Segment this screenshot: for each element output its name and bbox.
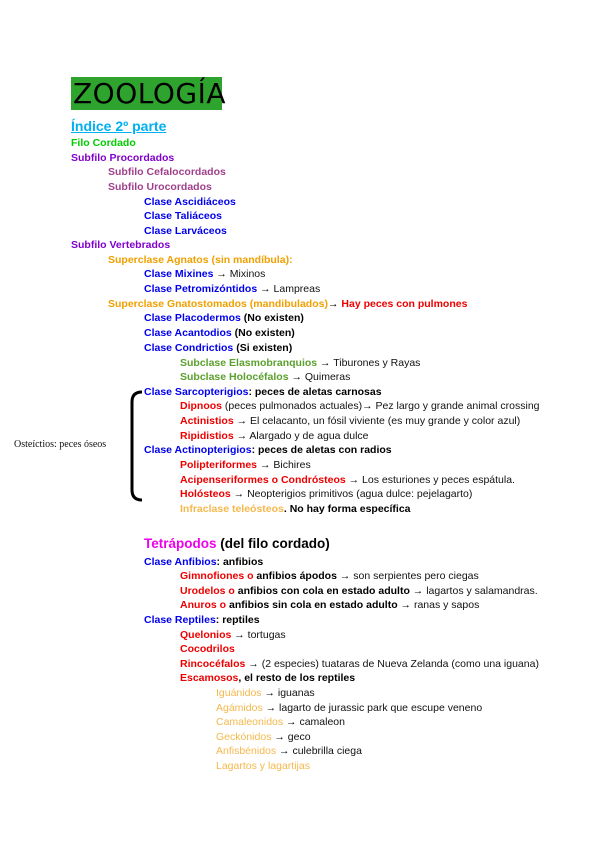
geconidos: Geckónidos <box>216 731 272 743</box>
subfilo-urocordados: Subfilo Urocordados <box>108 181 212 193</box>
quelonios-row <box>180 629 286 642</box>
osteictios-brace <box>126 390 144 502</box>
acipenseriformes-row <box>180 474 515 487</box>
iguanidos: Iguánidos <box>216 687 262 699</box>
urodelos: Urodelos o <box>180 585 235 597</box>
clase-sarcopterigios-row <box>144 386 382 399</box>
dipnoos: Dipnoos <box>180 400 222 412</box>
tetrapodos-desc: (del filo cordado) <box>216 536 330 551</box>
superclase-gnatostomados: Superclase Gnatostomados (mandibulados) <box>108 298 328 310</box>
superclase-gnatostomados-row <box>108 298 467 311</box>
infraclase-teleosteos: Infraclase teleósteos <box>180 503 284 515</box>
clase-anfibios: Clase Anfibios <box>144 556 217 568</box>
actinistios-desc: → El celacanto, un fósil viviente (es muy grande y color azul) <box>233 415 521 427</box>
subclase-holocefalos-row <box>180 371 350 384</box>
anfisbenidos-row <box>216 745 362 758</box>
iguanidos-row <box>216 687 315 700</box>
gimnofiones-row <box>180 570 479 583</box>
telec-desc: . No hay forma específica <box>283 503 411 515</box>
dipnoos-row <box>180 400 540 413</box>
camaleonidos: Camaleonidos <box>216 716 284 728</box>
clase-condrictios-row <box>144 342 292 355</box>
rincocefalos-row <box>180 658 539 671</box>
camaleonidos-row <box>216 716 345 729</box>
anuros-bold: anfibios sin cola en estado adulto <box>226 599 398 611</box>
acanto-desc: (No existen) <box>231 327 295 339</box>
clase-sarcopterigios: Clase Sarcopterigios <box>144 386 249 398</box>
rincocefalos: Rincocéfalos <box>180 658 246 670</box>
holosteos-row <box>180 488 472 501</box>
urod-bold: anfibios con cola en estado adulto <box>234 585 410 597</box>
holost-desc: → Neopterigios primitivos (agua dulce: pejelagarto) <box>230 488 473 500</box>
clase-petromizontidos: Clase Petromizóntidos <box>144 283 258 295</box>
polipteriformes: Polipteriformes <box>180 459 258 471</box>
urod-desc: → lagartos y salamandras. <box>409 585 538 597</box>
acipenseriformes: Acipenseriformes o Condrósteos <box>180 474 346 486</box>
clase-mixines: Clase Mixines <box>144 268 214 280</box>
polip-desc: → Bichires <box>257 459 311 471</box>
osteictios-label: Osteíctios: peces óseos <box>14 439 107 450</box>
escamosos: Escamosos <box>180 672 239 684</box>
clase-anfibios-row <box>144 556 263 569</box>
subfilo-cefalocordados: Subfilo Cefalocordados <box>108 166 226 178</box>
reptiles-desc: : reptiles <box>215 614 260 626</box>
acip-desc: → Los esturiones y peces espátula. <box>345 474 515 486</box>
superclase-agnatos: Superclase Agnatos (sin mandíbula): <box>108 254 293 266</box>
gimnofiones: Gimnofiones o <box>180 570 254 582</box>
quel-desc: → tortugas <box>231 629 286 641</box>
dipnoos-desc: (peces pulmonados actuales)→ Pez largo y grande animal crossing <box>222 400 540 412</box>
clase-acantodios: Clase Acantodios <box>144 327 232 339</box>
clase-acantodios-row <box>144 327 295 340</box>
clase-actinopterigios: Clase Actinopterigios <box>144 444 252 456</box>
anfisbenidos: Anfisbénidos <box>216 745 277 757</box>
quelonios: Quelonios <box>180 629 232 641</box>
clase-mixines-row <box>144 268 265 281</box>
page-title: ZOOLOGÍA <box>73 77 227 110</box>
gimno-bold: anfibios ápodos <box>253 570 337 582</box>
clase-ascidiaceos: Clase Ascidiáceos <box>144 196 236 208</box>
anuros-row <box>180 599 479 612</box>
camal-desc: → camaleon <box>283 716 345 728</box>
placo-desc: (No existen) <box>240 312 304 324</box>
anuros: Anuros o <box>180 599 227 611</box>
gnato-note: Hay peces con pulmones <box>341 298 468 310</box>
cocodrilos: Cocodrilos <box>180 643 235 655</box>
escam-desc: , el resto de los reptiles <box>238 672 356 684</box>
holosteos: Holósteos <box>180 488 231 500</box>
condri-desc: (Si existen) <box>233 342 293 354</box>
subfilo-vertebrados: Subfilo Vertebrados <box>71 239 171 251</box>
agam-desc: → lagarto de jurassic park que escupe veneno <box>262 702 483 714</box>
escamosos-row <box>180 672 355 685</box>
clase-placodermos-row <box>144 312 304 325</box>
filo-cordado: Filo Cordado <box>71 137 136 149</box>
anfibios-desc: : anfibios <box>216 556 264 568</box>
elasmo-desc: → Tiburones y Rayas <box>317 357 421 369</box>
urodelos-row <box>180 585 538 598</box>
gnato-arrow: → <box>327 298 342 310</box>
clase-larvaceos: Clase Larváceos <box>144 225 227 237</box>
iguan-desc: → iguanas <box>261 687 315 699</box>
gecon-desc: → geco <box>271 731 311 743</box>
subfilo-procordados: Subfilo Procordados <box>71 152 175 164</box>
subclase-elasmobranquios: Subclase Elasmobranquios <box>180 357 318 369</box>
sarco-desc: : peces de aletas carnosas <box>248 386 382 398</box>
ripidistios: Ripidistios <box>180 430 234 442</box>
clase-reptiles: Clase Reptiles <box>144 614 216 626</box>
rinco-desc: → (2 especies) tuataras de Nueva Zelanda (como una iguana) <box>245 658 539 670</box>
subclase-elasmobranquios-row <box>180 357 420 370</box>
gimno-desc: → son serpientes pero ciegas <box>336 570 479 582</box>
actinistios-row <box>180 415 520 428</box>
actino-desc: : peces de aletas con radios <box>251 444 392 456</box>
holoce-desc: → Quimeras <box>288 371 351 383</box>
subclase-holocefalos: Subclase Holocéfalos <box>180 371 289 383</box>
clase-petromizontidos-row <box>144 283 320 296</box>
petro-desc: → Lampreas <box>257 283 321 295</box>
tetrapodos: Tetrápodos <box>144 536 217 551</box>
clase-placodermos: Clase Placodermos <box>144 312 241 324</box>
clase-actinopterigios-row <box>144 444 392 457</box>
clase-taliaceos: Clase Taliáceos <box>144 210 223 222</box>
geconidos-row <box>216 731 311 744</box>
index-heading[interactable]: Índice 2º parte <box>71 118 167 134</box>
teleosteos-row <box>180 503 411 516</box>
ripidistios-row <box>180 430 369 443</box>
lagartos-lagartijas: Lagartos y lagartijas <box>216 760 310 772</box>
clase-condrictios: Clase Condrictios <box>144 342 234 354</box>
mixines-desc: → Mixinos <box>213 268 266 280</box>
polipteriformes-row <box>180 459 311 472</box>
agamidos-row <box>216 702 482 715</box>
ripid-desc: → Alargado y de agua dulce <box>233 430 369 442</box>
actinistios: Actinistios <box>180 415 234 427</box>
agamidos: Agámidos <box>216 702 263 714</box>
tetrapodos-heading <box>144 535 330 552</box>
anuros-desc: → ranas y sapos <box>397 599 480 611</box>
clase-reptiles-row <box>144 614 260 627</box>
anfis-desc: → culebrilla ciega <box>276 745 362 757</box>
